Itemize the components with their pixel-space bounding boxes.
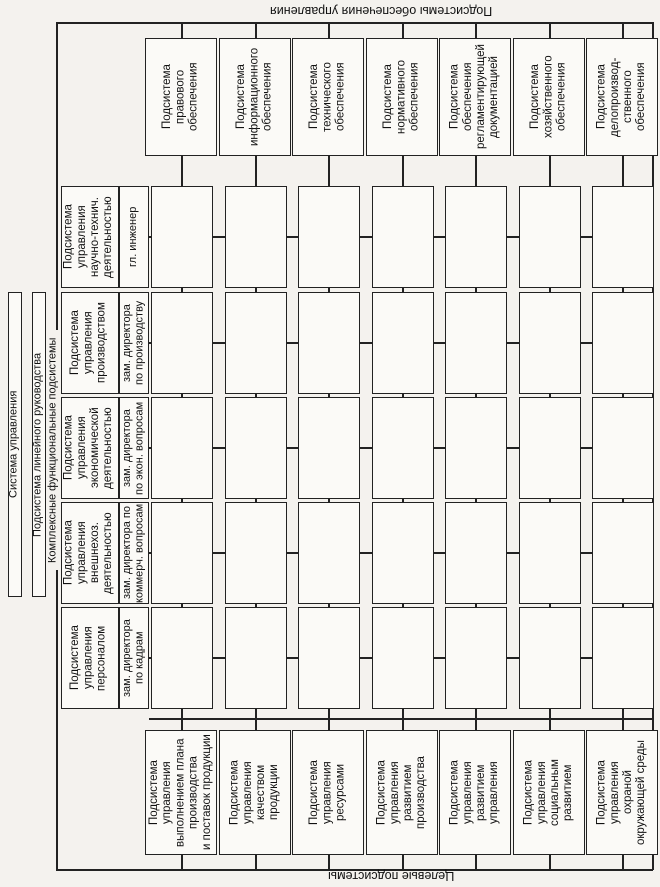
functional-subsystem-name: Подсистема управления персоналом xyxy=(69,625,108,691)
connector xyxy=(549,855,551,869)
functional-subsystem-head: зам. директора по производству xyxy=(120,300,146,386)
functional-subsystem-box xyxy=(61,397,149,499)
matrix-cell xyxy=(151,502,213,604)
functional-subsystem-box xyxy=(61,607,149,709)
target-subsystem-box xyxy=(586,730,658,855)
functional-subsystem-head: зам. директора по экон. вопросам xyxy=(120,401,146,495)
target-subsystem-box xyxy=(513,730,585,855)
connector xyxy=(255,23,257,38)
connector xyxy=(402,855,404,869)
support-subsystem-label: Подсистема нормативного обеспечения xyxy=(382,59,421,135)
connector xyxy=(622,23,624,38)
connector xyxy=(181,23,183,38)
functional-subsystem-name: Подсистема управления внешнехоз. деятельностью xyxy=(62,512,115,594)
functional-subsystem-head: гл. инженер xyxy=(127,206,140,268)
matrix-cell xyxy=(592,607,654,709)
target-subsystem-box xyxy=(292,730,364,855)
matrix-cell xyxy=(372,186,434,288)
support-subsystem-box xyxy=(513,38,585,156)
support-subsystem-label: Подсистема обеспечения регламентирующей документацией xyxy=(448,44,501,150)
matrix-cell xyxy=(298,186,360,288)
matrix-cell xyxy=(372,502,434,604)
target-subsystem-label: Подсистема управления социальным развитием xyxy=(522,759,575,826)
connector xyxy=(181,855,183,869)
target-header: Целевые подсистемы xyxy=(328,869,455,883)
outer-frame-top xyxy=(56,22,653,24)
matrix-cell xyxy=(225,186,287,288)
functional-subsystem-head: зам. директора по коммерч. вопросам xyxy=(120,503,146,603)
matrix-cell xyxy=(151,186,213,288)
target-subsystem-label: Подсистема управления выполнением плана производства и поставок продукции xyxy=(147,734,213,851)
target-bus xyxy=(149,718,652,720)
target-subsystem-label: Подсистема управления развитием производства xyxy=(375,756,428,829)
matrix-cell xyxy=(151,292,213,394)
connector xyxy=(549,23,551,38)
matrix-cell xyxy=(445,397,507,499)
control-system-label: Система управления xyxy=(7,390,20,499)
matrix-cell xyxy=(151,397,213,499)
target-subsystem-label: Подсистема управления развитием управления xyxy=(448,760,501,825)
support-subsystem-box xyxy=(586,38,658,156)
matrix-cell xyxy=(592,397,654,499)
matrix-cell xyxy=(372,607,434,709)
connector xyxy=(475,855,477,869)
functional-subsystem-box xyxy=(61,502,149,604)
target-subsystem-box xyxy=(366,730,438,855)
matrix-cell xyxy=(445,186,507,288)
connector xyxy=(402,23,404,38)
matrix-cell xyxy=(225,502,287,604)
functional-subsystem-box xyxy=(61,292,149,394)
functional-subsystem-name: Подсистема управления научно-технич. деятельностью xyxy=(62,196,115,278)
target-subsystem-box xyxy=(219,730,291,855)
matrix-cell xyxy=(592,502,654,604)
support-subsystem-label: Подсистема правового обеспечения xyxy=(161,62,200,132)
matrix-cell xyxy=(225,292,287,394)
line-management-bar xyxy=(32,292,46,597)
support-subsystem-label: Подсистема делопроизвод- ственного обеспечения xyxy=(595,57,648,137)
control-system-bar xyxy=(8,292,22,597)
matrix-cell xyxy=(592,292,654,394)
matrix-cell xyxy=(519,502,581,604)
matrix-cell xyxy=(298,292,360,394)
connector xyxy=(255,855,257,869)
target-subsystem-label: Подсистема управления ресурсами xyxy=(308,760,347,825)
support-subsystem-box xyxy=(292,38,364,156)
line-management-label: Подсистема линейного руководства xyxy=(31,352,44,537)
target-subsystem-label: Подсистема управления качеством продукции xyxy=(228,760,281,825)
matrix-cell xyxy=(225,397,287,499)
support-subsystem-label: Подсистема хозяйственного обеспечения xyxy=(529,55,568,139)
matrix-cell xyxy=(298,397,360,499)
support-subsystem-box xyxy=(219,38,291,156)
matrix-cell xyxy=(298,607,360,709)
target-subsystem-label: Подсистема управления охраной окружающей среды xyxy=(595,740,648,845)
matrix-cell xyxy=(445,292,507,394)
support-subsystem-label: Подсистема технического обеспечения xyxy=(308,62,347,132)
functional-subsystem-name: Подсистема управления экономической деятельностью xyxy=(62,407,115,489)
connector xyxy=(622,855,624,869)
matrix-cell xyxy=(151,607,213,709)
target-subsystem-box xyxy=(439,730,511,855)
support-subsystem-label: Подсистема информационного обеспечения xyxy=(235,47,274,147)
matrix-cell xyxy=(519,607,581,709)
matrix-cell xyxy=(592,186,654,288)
functional-subsystem-name: Подсистема управления производством xyxy=(69,302,108,384)
support-subsystem-box xyxy=(439,38,511,156)
matrix-cell xyxy=(519,397,581,499)
connector xyxy=(475,23,477,38)
connector xyxy=(328,855,330,869)
matrix-cell xyxy=(445,502,507,604)
matrix-cell xyxy=(519,292,581,394)
target-subsystem-box xyxy=(145,730,217,855)
matrix-cell xyxy=(225,607,287,709)
functional-label: Комплексные функциональные подсистемы xyxy=(46,330,60,570)
matrix-cell xyxy=(519,186,581,288)
matrix-cell xyxy=(372,292,434,394)
functional-subsystem-head: зам. директора по кадрам xyxy=(120,619,146,697)
support-header: Подсистемы обеспечения управления xyxy=(270,4,493,18)
matrix-cell xyxy=(372,397,434,499)
matrix-cell xyxy=(298,502,360,604)
connector xyxy=(328,23,330,38)
support-subsystem-box xyxy=(366,38,438,156)
functional-subsystem-box xyxy=(61,186,149,288)
support-subsystem-box xyxy=(145,38,217,156)
matrix-cell xyxy=(445,607,507,709)
